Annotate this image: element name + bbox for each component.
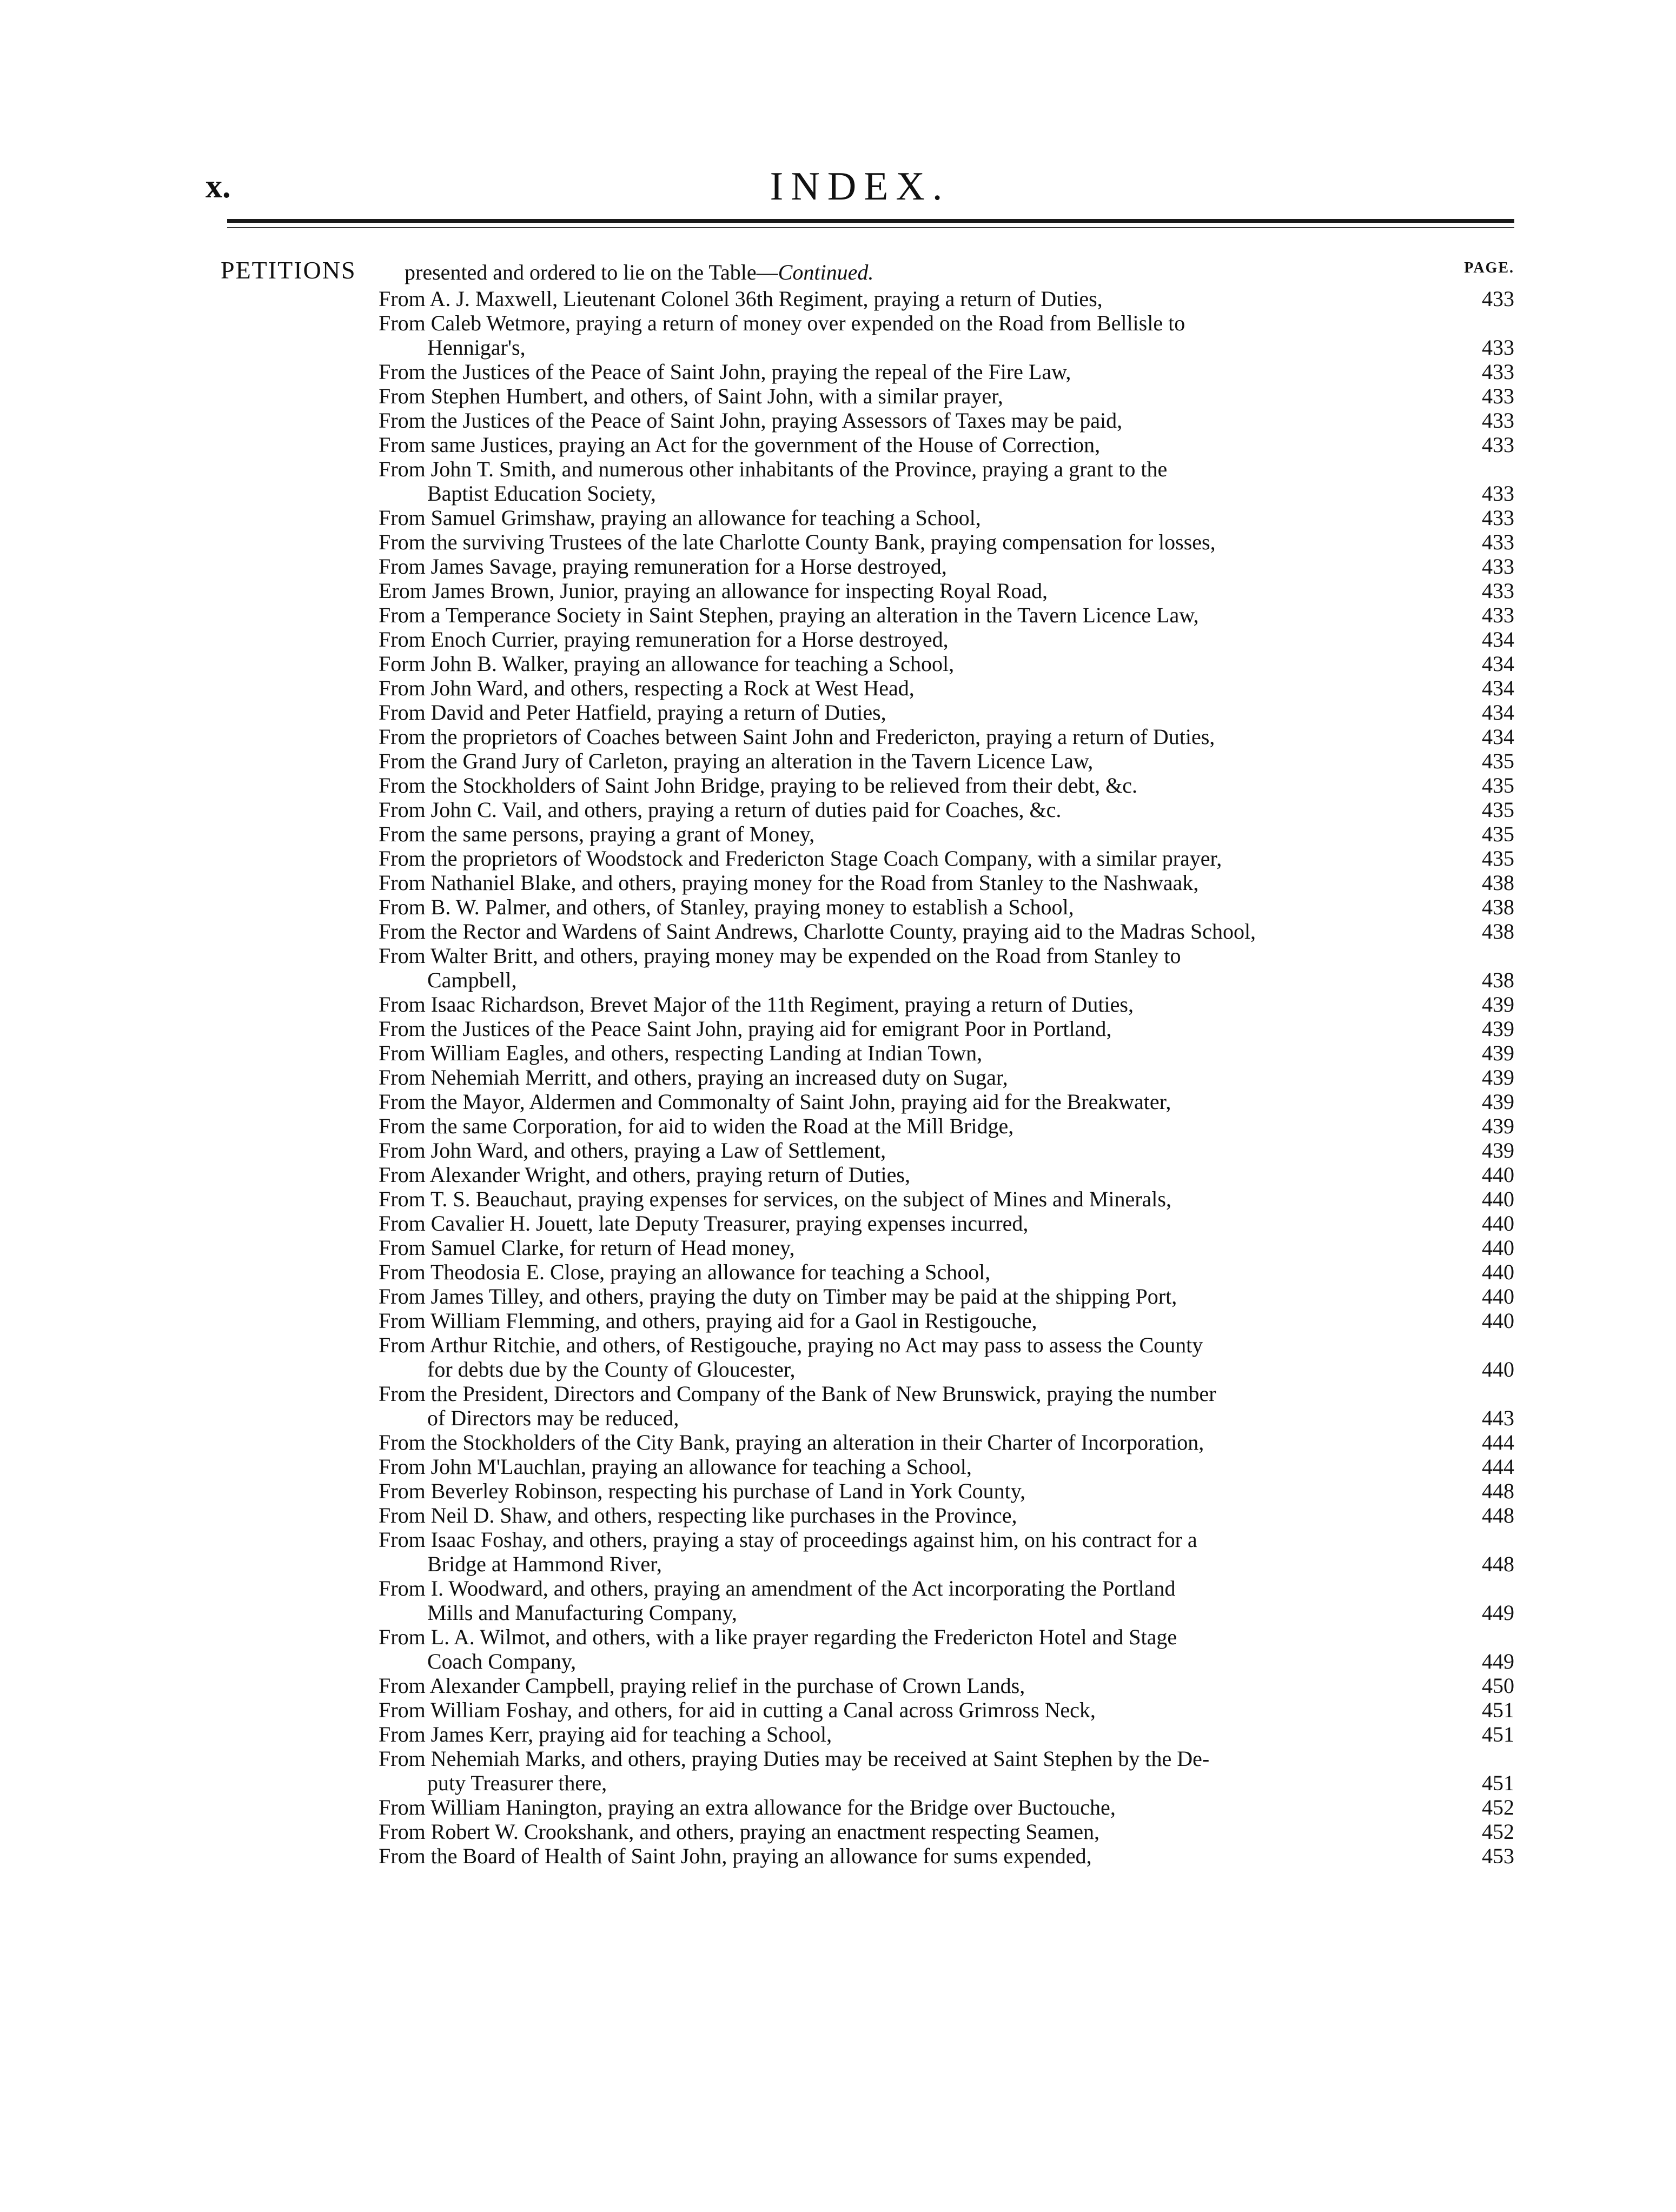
petition-text: From the proprietors of Coaches between Saint John and Fredericton, praying a return of Duties, bbox=[379, 725, 1215, 749]
page-reference: 451 bbox=[1482, 1771, 1514, 1795]
petition-entry bbox=[379, 1381, 1514, 1430]
page-reference: 439 bbox=[1482, 992, 1514, 1017]
petition-text: From the Stockholders of Saint John Bridge, praying to be relieved from their debt, &c. bbox=[379, 773, 1138, 798]
page-reference: 440 bbox=[1482, 1284, 1514, 1308]
petition-entry bbox=[379, 992, 1514, 1017]
petition-text: From the Grand Jury of Carleton, praying an alteration in the Tavern Licence Law, bbox=[379, 749, 1094, 773]
page-reference: 438 bbox=[1482, 895, 1514, 919]
page-reference: 433 bbox=[1482, 433, 1514, 457]
section-description bbox=[405, 257, 873, 288]
petition-text: From Robert W. Crookshank, and others, praying an enactment respecting Seamen, bbox=[379, 1819, 1100, 1844]
petition-entry bbox=[379, 725, 1514, 749]
petition-text: From the Stockholders of the City Bank, praying an alteration in their Charter of Incorporation, bbox=[379, 1430, 1204, 1454]
petition-entry bbox=[379, 1041, 1514, 1065]
petition-entry bbox=[379, 1065, 1514, 1090]
page-reference: 448 bbox=[1482, 1479, 1514, 1503]
petition-entry bbox=[379, 1698, 1514, 1722]
page-reference: 444 bbox=[1482, 1430, 1514, 1454]
page-reference: 434 bbox=[1482, 627, 1514, 652]
page-reference: 433 bbox=[1482, 287, 1514, 311]
page-reference: 452 bbox=[1482, 1795, 1514, 1819]
petition-entry bbox=[379, 1844, 1514, 1868]
page-reference: 440 bbox=[1482, 1163, 1514, 1187]
petition-text: From the President, Directors and Company of the Bank of New Brunswick, praying the number bbox=[379, 1381, 1216, 1406]
petition-text: From William Foshay, and others, for aid in cutting a Canal across Grimross Neck, bbox=[379, 1698, 1096, 1722]
petition-entry bbox=[379, 408, 1514, 433]
petition-entry bbox=[379, 676, 1514, 700]
page-reference: 439 bbox=[1482, 1114, 1514, 1138]
petition-text: From John C. Vail, and others, praying a return of duties paid for Coaches, &c. bbox=[379, 798, 1062, 822]
petition-entry bbox=[379, 895, 1514, 919]
petition-entry bbox=[379, 530, 1514, 554]
petition-text: From Enoch Currier, praying remuneration for a Horse destroyed, bbox=[379, 627, 949, 652]
petition-text: From John T. Smith, and numerous other inhabitants of the Province, praying a grant to the bbox=[379, 457, 1168, 481]
continued-label: Continued. bbox=[778, 260, 874, 284]
page-header bbox=[206, 162, 1514, 211]
petition-entry bbox=[379, 749, 1514, 773]
page-reference: 440 bbox=[1482, 1260, 1514, 1284]
page-reference: 452 bbox=[1482, 1819, 1514, 1844]
section-name: PETITIONS bbox=[221, 256, 356, 284]
petition-list bbox=[379, 287, 1514, 1868]
petition-text: From B. W. Palmer, and others, of Stanley, praying money to establish a School, bbox=[379, 895, 1074, 919]
petition-entry bbox=[379, 1746, 1514, 1795]
petition-entry bbox=[379, 652, 1514, 676]
petition-entry bbox=[379, 603, 1514, 627]
petition-entry bbox=[379, 1333, 1514, 1381]
section-description-text: presented and ordered to lie on the Table— bbox=[405, 260, 778, 284]
petition-entry bbox=[379, 457, 1514, 506]
petition-text: From Nathaniel Blake, and others, praying money for the Road from Stanley to the Nashwaak, bbox=[379, 871, 1199, 895]
petition-text: From Neil D. Shaw, and others, respecting like purchases in the Province, bbox=[379, 1503, 1017, 1527]
petition-text-continuation: Hennigar's, bbox=[427, 335, 526, 360]
page-reference: 433 bbox=[1482, 579, 1514, 603]
petition-entry bbox=[379, 1017, 1514, 1041]
petition-text: From John Ward, and others, praying a Law of Settlement, bbox=[379, 1138, 886, 1163]
petition-text: From the Justices of the Peace of Saint John, praying the repeal of the Fire Law, bbox=[379, 360, 1071, 384]
page-number: x. bbox=[206, 168, 231, 205]
petition-entry bbox=[379, 1211, 1514, 1235]
petition-text: From the surviving Trustees of the late Charlotte County Bank, praying compensation for losses, bbox=[379, 530, 1216, 554]
page-reference: 439 bbox=[1482, 1065, 1514, 1090]
petition-text: From Cavalier H. Jouett, late Deputy Treasurer, praying expenses incurred, bbox=[379, 1211, 1029, 1235]
petition-text: From Samuel Clarke, for return of Head money, bbox=[379, 1235, 795, 1260]
petition-entry bbox=[379, 871, 1514, 895]
header-rule-thick bbox=[227, 219, 1514, 223]
page-reference: 433 bbox=[1482, 384, 1514, 408]
petition-text: From Theodosia E. Close, praying an allowance for teaching a School, bbox=[379, 1260, 991, 1284]
page-reference: 433 bbox=[1482, 506, 1514, 530]
petition-text: From a Temperance Society in Saint Stephen, praying an alteration in the Tavern Licence Law, bbox=[379, 603, 1199, 627]
petition-text-continuation: Mills and Manufacturing Company, bbox=[427, 1600, 737, 1625]
petition-text: From A. J. Maxwell, Lieutenant Colonel 36th Regiment, praying a return of Duties, bbox=[379, 287, 1103, 311]
page-reference: 440 bbox=[1482, 1357, 1514, 1381]
page-reference: 440 bbox=[1482, 1187, 1514, 1211]
petition-text: Form John B. Walker, praying an allowance for teaching a School, bbox=[379, 652, 955, 676]
petition-entry bbox=[379, 1795, 1514, 1819]
page-reference: 435 bbox=[1482, 773, 1514, 798]
page-reference: 433 bbox=[1482, 554, 1514, 579]
petition-text: From Alexander Campbell, praying relief in the purchase of Crown Lands, bbox=[379, 1673, 1025, 1698]
page-reference: 449 bbox=[1482, 1649, 1514, 1673]
petition-text: From William Hanington, praying an extra allowance for the Bridge over Buctouche, bbox=[379, 1795, 1116, 1819]
petition-entry bbox=[379, 822, 1514, 846]
petition-entry bbox=[379, 506, 1514, 530]
petition-text: From John M'Lauchlan, praying an allowance for teaching a School, bbox=[379, 1454, 972, 1479]
petition-entry bbox=[379, 1819, 1514, 1844]
petition-entry bbox=[379, 1430, 1514, 1454]
page-reference: 435 bbox=[1482, 822, 1514, 846]
page-reference: 448 bbox=[1482, 1552, 1514, 1576]
petition-entry bbox=[379, 919, 1514, 944]
petition-entry bbox=[379, 1576, 1514, 1625]
petition-entry bbox=[379, 1454, 1514, 1479]
header-rule-thin bbox=[227, 227, 1514, 228]
page-reference: 451 bbox=[1482, 1722, 1514, 1746]
page-reference: 434 bbox=[1482, 700, 1514, 725]
petition-text: From Stephen Humbert, and others, of Saint John, with a similar prayer, bbox=[379, 384, 1003, 408]
page-reference: 433 bbox=[1482, 360, 1514, 384]
page-reference: 440 bbox=[1482, 1308, 1514, 1333]
petition-text: From James Savage, praying remuneration for a Horse destroyed, bbox=[379, 554, 947, 579]
petition-entry bbox=[379, 384, 1514, 408]
petition-entry bbox=[379, 1114, 1514, 1138]
petition-entry bbox=[379, 1673, 1514, 1698]
petition-text: From William Eagles, and others, respecting Landing at Indian Town, bbox=[379, 1041, 983, 1065]
page-reference: 433 bbox=[1482, 530, 1514, 554]
page-reference: 434 bbox=[1482, 725, 1514, 749]
page-reference: 438 bbox=[1482, 919, 1514, 944]
petition-text: From the same Corporation, for aid to widen the Road at the Mill Bridge, bbox=[379, 1114, 1014, 1138]
petition-entry bbox=[379, 1479, 1514, 1503]
petition-text: From Isaac Foshay, and others, praying a stay of proceedings against him, on his contract for a bbox=[379, 1527, 1197, 1552]
petition-text: From Isaac Richardson, Brevet Major of the 11th Regiment, praying a return of Duties, bbox=[379, 992, 1134, 1017]
page-reference: 450 bbox=[1482, 1673, 1514, 1698]
page-reference: 449 bbox=[1482, 1600, 1514, 1625]
page-reference: 440 bbox=[1482, 1235, 1514, 1260]
petition-text: From the Board of Health of Saint John, praying an allowance for sums expended, bbox=[379, 1844, 1092, 1868]
petition-text-continuation: of Directors may be reduced, bbox=[427, 1406, 679, 1430]
petition-text: From James Kerr, praying aid for teaching a School, bbox=[379, 1722, 832, 1746]
page-reference: 433 bbox=[1482, 603, 1514, 627]
petition-entry bbox=[379, 798, 1514, 822]
petition-entry bbox=[379, 1260, 1514, 1284]
petition-entry bbox=[379, 554, 1514, 579]
page-reference: 440 bbox=[1482, 1211, 1514, 1235]
petition-text: From the Mayor, Aldermen and Commonalty of Saint John, praying aid for the Breakwater, bbox=[379, 1090, 1171, 1114]
page-reference: 444 bbox=[1482, 1454, 1514, 1479]
petition-entry bbox=[379, 311, 1514, 360]
petition-text-continuation: Campbell, bbox=[427, 968, 517, 992]
page-reference: 438 bbox=[1482, 968, 1514, 992]
page-reference: 453 bbox=[1482, 1844, 1514, 1868]
petition-text: From T. S. Beauchaut, praying expenses for services, on the subject of Mines and Minerals, bbox=[379, 1187, 1171, 1211]
petition-text: From Nehemiah Merritt, and others, praying an increased duty on Sugar, bbox=[379, 1065, 1008, 1090]
petition-entry bbox=[379, 1090, 1514, 1114]
petition-text: From Walter Britt, and others, praying money may be expended on the Road from Stanley to bbox=[379, 944, 1181, 968]
petition-text-continuation: puty Treasurer there, bbox=[427, 1771, 607, 1795]
petition-text: From the Justices of the Peace Saint John, praying aid for emigrant Poor in Portland, bbox=[379, 1017, 1112, 1041]
page-reference: 439 bbox=[1482, 1017, 1514, 1041]
petition-entry bbox=[379, 1235, 1514, 1260]
petition-entry bbox=[379, 433, 1514, 457]
petition-text: From David and Peter Hatfield, praying a return of Duties, bbox=[379, 700, 886, 725]
petition-text-continuation: Coach Company, bbox=[427, 1649, 577, 1673]
page-reference: 439 bbox=[1482, 1041, 1514, 1065]
petition-text-continuation: for debts due by the County of Gloucester, bbox=[427, 1357, 796, 1381]
petition-entry bbox=[379, 700, 1514, 725]
petition-text: From Alexander Wright, and others, praying return of Duties, bbox=[379, 1163, 910, 1187]
page-title: INDEX. bbox=[770, 164, 950, 209]
petition-text: From James Tilley, and others, praying the duty on Timber may be paid at the shipping Port, bbox=[379, 1284, 1177, 1308]
petition-entry bbox=[379, 944, 1514, 992]
petition-text: From the Rector and Wardens of Saint Andrews, Charlotte County, praying aid to the Madras School, bbox=[379, 919, 1256, 944]
page-reference: 433 bbox=[1482, 335, 1514, 360]
petition-entry bbox=[379, 1163, 1514, 1187]
petition-entry bbox=[379, 1187, 1514, 1211]
petition-entry bbox=[379, 1138, 1514, 1163]
section-heading bbox=[206, 254, 1514, 287]
petition-text-continuation: Bridge at Hammond River, bbox=[427, 1552, 662, 1576]
petition-entry bbox=[379, 1625, 1514, 1673]
petition-entry bbox=[379, 1527, 1514, 1576]
page-reference: 448 bbox=[1482, 1503, 1514, 1527]
page-reference: 435 bbox=[1482, 846, 1514, 871]
petition-text: From the proprietors of Woodstock and Fredericton Stage Coach Company, with a similar prayer, bbox=[379, 846, 1222, 871]
page-reference: 451 bbox=[1482, 1698, 1514, 1722]
page-reference: 443 bbox=[1482, 1406, 1514, 1430]
petition-text-continuation: Baptist Education Society, bbox=[427, 481, 656, 506]
petition-text: From L. A. Wilmot, and others, with a like prayer regarding the Fredericton Hotel and Stage bbox=[379, 1625, 1177, 1649]
petition-text: From John Ward, and others, respecting a Rock at West Head, bbox=[379, 676, 915, 700]
page-reference: 438 bbox=[1482, 871, 1514, 895]
petition-text: From Beverley Robinson, respecting his purchase of Land in York County, bbox=[379, 1479, 1026, 1503]
page-reference: 439 bbox=[1482, 1138, 1514, 1163]
petition-text: From Samuel Grimshaw, praying an allowance for teaching a School, bbox=[379, 506, 981, 530]
petition-entry bbox=[379, 1503, 1514, 1527]
petition-text: From the same persons, praying a grant of Money, bbox=[379, 822, 815, 846]
petition-text: From William Flemming, and others, praying aid for a Gaol in Restigouche, bbox=[379, 1308, 1037, 1333]
page-reference: 435 bbox=[1482, 749, 1514, 773]
petition-entry bbox=[379, 1308, 1514, 1333]
petition-text: From I. Woodward, and others, praying an amendment of the Act incorporating the Portland bbox=[379, 1576, 1176, 1600]
page-reference: 434 bbox=[1482, 652, 1514, 676]
petition-text: Erom James Brown, Junior, praying an allowance for inspecting Royal Road, bbox=[379, 579, 1048, 603]
petition-entry bbox=[379, 579, 1514, 603]
petition-text: From Caleb Wetmore, praying a return of money over expended on the Road from Bellisle to bbox=[379, 311, 1185, 335]
page-reference: 434 bbox=[1482, 676, 1514, 700]
petition-text: From Nehemiah Marks, and others, praying Duties may be received at Saint Stephen by the De- bbox=[379, 1746, 1210, 1771]
page-column-heading: PAGE. bbox=[1464, 260, 1514, 276]
page-reference: 435 bbox=[1482, 798, 1514, 822]
page-reference: 439 bbox=[1482, 1090, 1514, 1114]
page-reference: 433 bbox=[1482, 481, 1514, 506]
petition-text: From Arthur Ritchie, and others, of Restigouche, praying no Act may pass to assess the County bbox=[379, 1333, 1203, 1357]
petition-entry bbox=[379, 360, 1514, 384]
petition-entry bbox=[379, 846, 1514, 871]
petition-entry bbox=[379, 1722, 1514, 1746]
petition-entry bbox=[379, 287, 1514, 311]
petition-entry bbox=[379, 627, 1514, 652]
petition-entry bbox=[379, 1284, 1514, 1308]
petition-text: From same Justices, praying an Act for the government of the House of Correction, bbox=[379, 433, 1101, 457]
petition-entry bbox=[379, 773, 1514, 798]
petition-text: From the Justices of the Peace of Saint John, praying Assessors of Taxes may be paid, bbox=[379, 408, 1123, 433]
page-reference: 433 bbox=[1482, 408, 1514, 433]
